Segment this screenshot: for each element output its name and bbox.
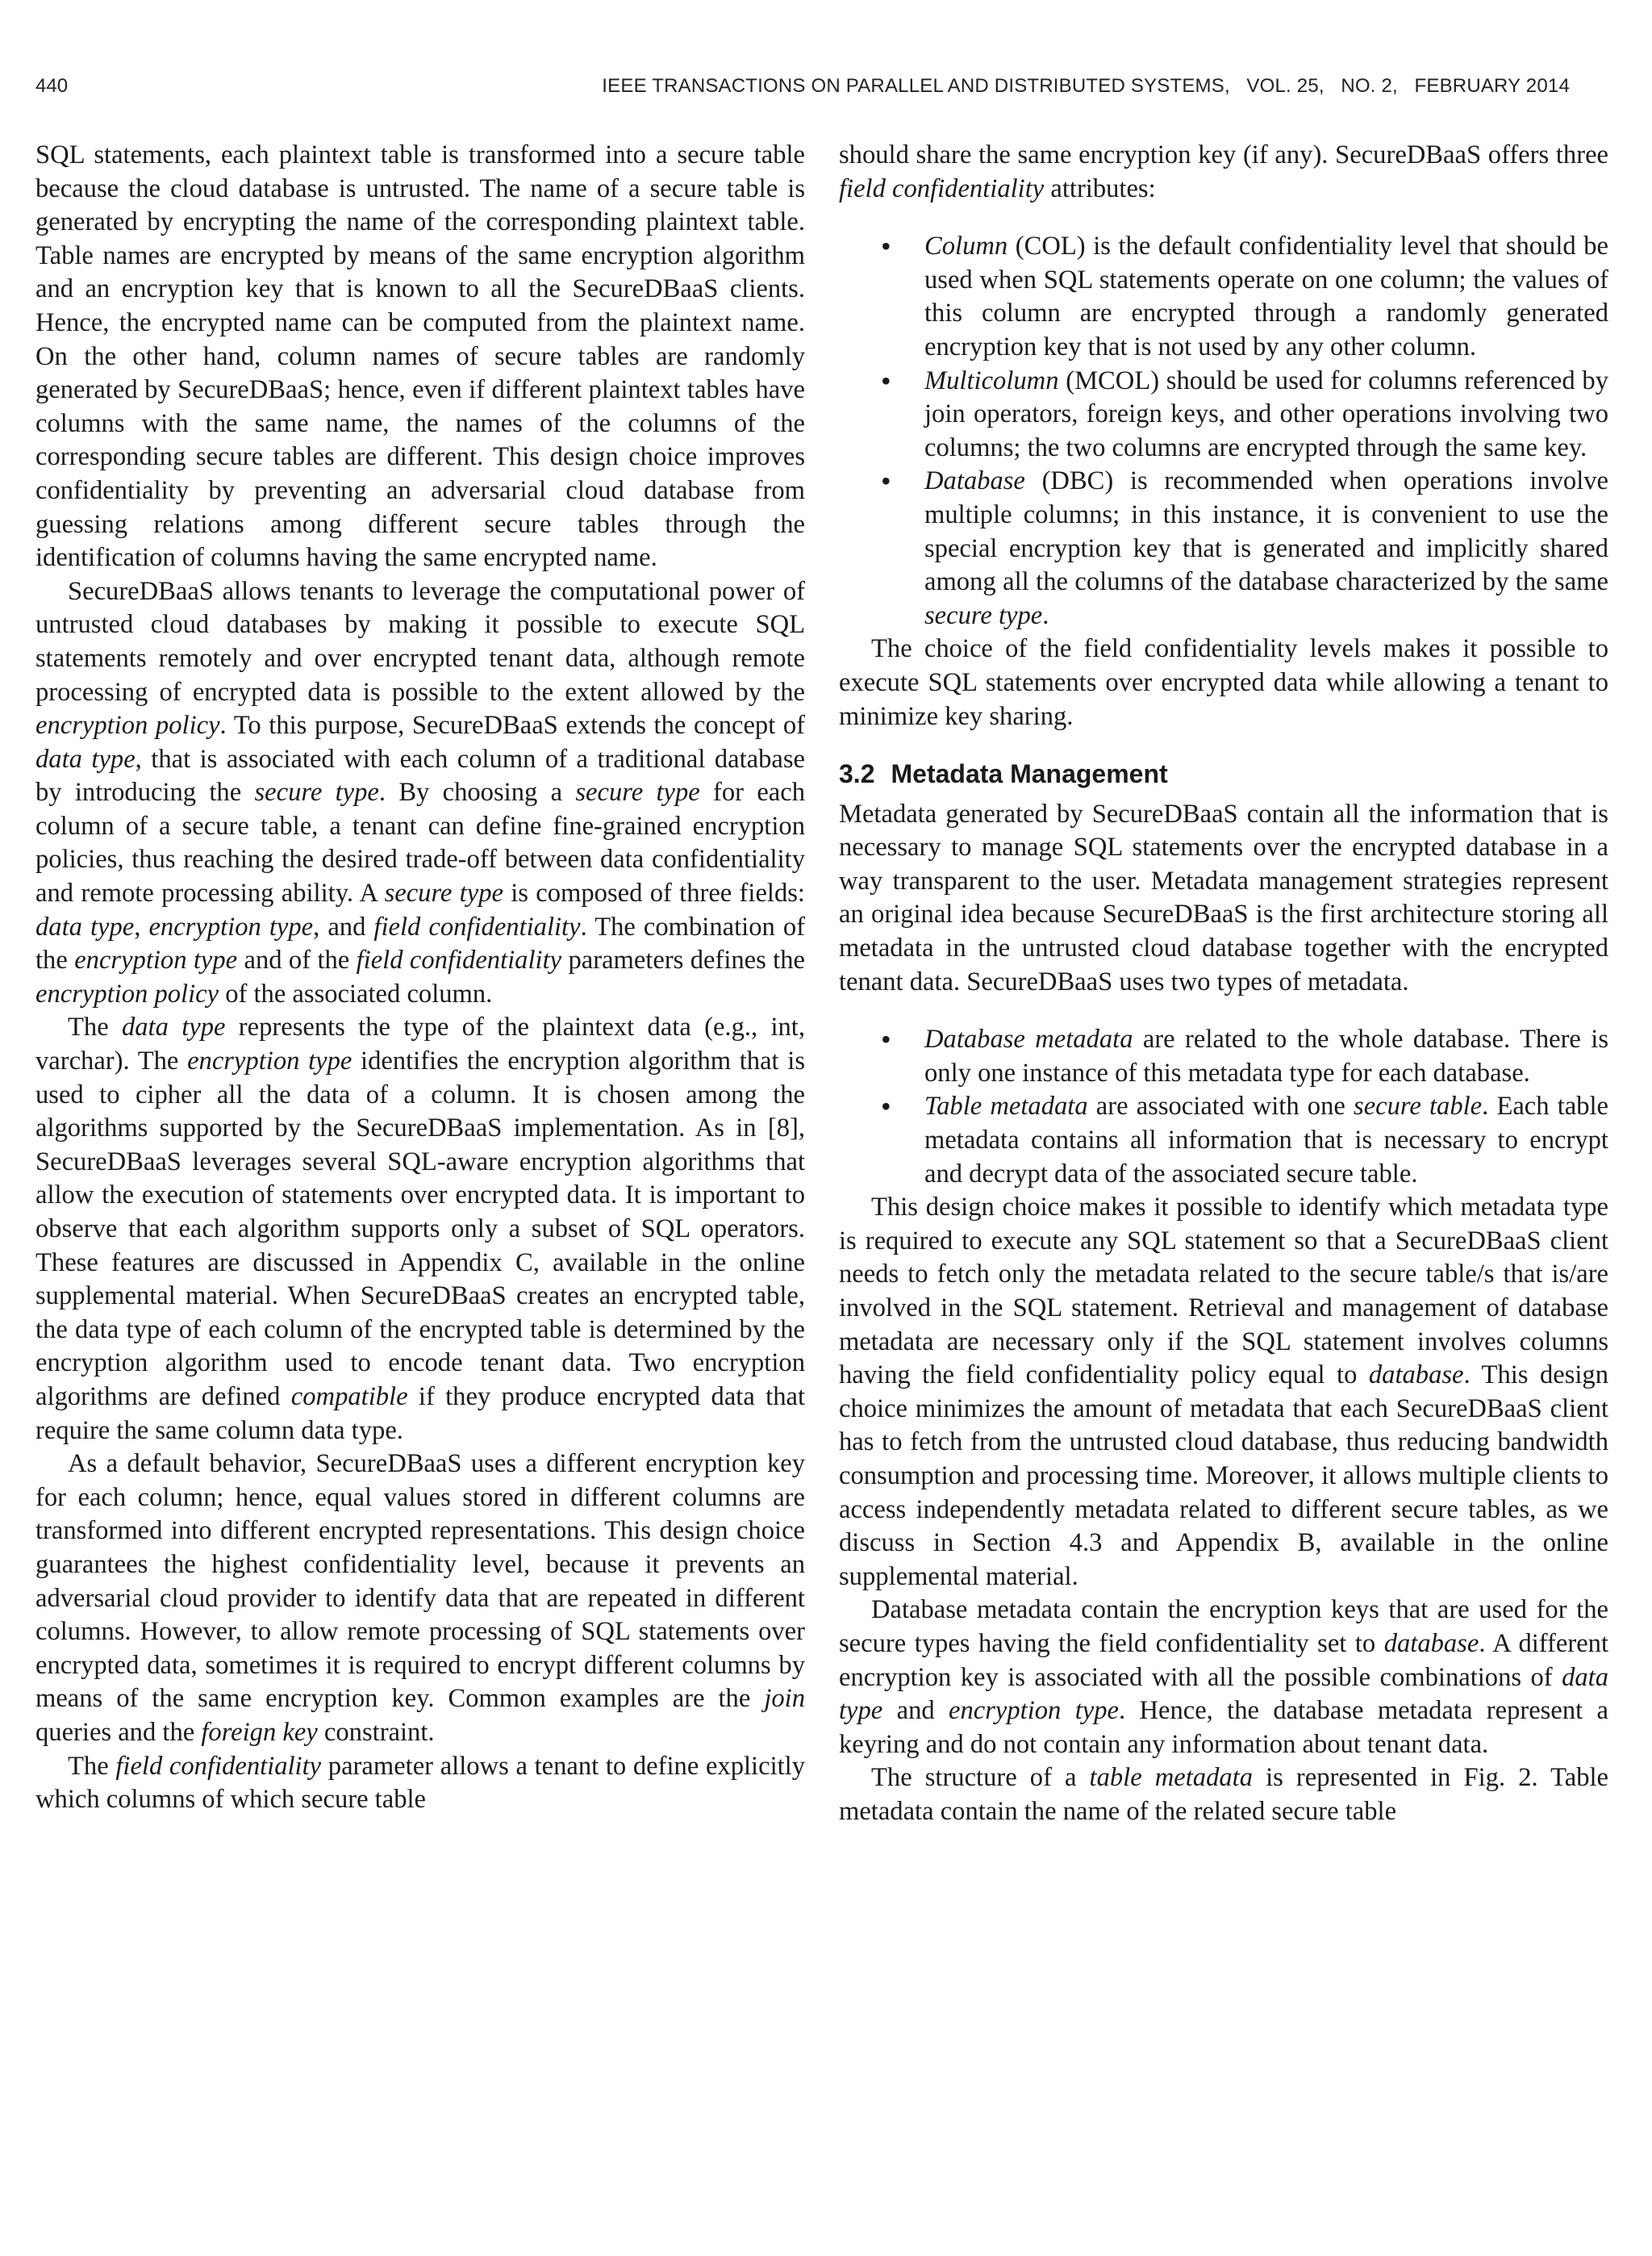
page-header (0, 75, 1652, 107)
metadata-types-list (839, 1023, 1608, 1191)
paragraph-right-5: Database metadata contain the encryption keys that are used for the secure types having the field confidentiality set to database. A different encryption key is associated with all the possible combinations of data type and encryption type. Hence, the database metadata represent a keyring and do not contain any information about tenant data. (839, 1595, 1609, 1759)
list-item: • Database (DBC) is recommended when operations involve multiple columns; in this instance, it is convenient to use the special encryption key that is generated and implicitly shared among all the columns of the database characterized by the same secure type. (839, 465, 1608, 633)
paragraph-left-3: The data type represents the type of the plaintext data (e.g., int, varchar). The encryption type identifies the encryption algorithm that is used to cipher all the data of a column. It is chosen among the algorithms supported by the SecureDBaaS implementation. As in [8], SecureDBaaS leverages several SQL-aware encryption algorithms that allow the execution of statements over encrypted data. It is important to observe that each algorithm supports only a subset of SQL operators. These features are discussed in Appendix C, available in the online supplemental material. When SecureDBaaS creates an encrypted table, the data type of each column of the encrypted table is determined by the encryption algorithm used to encode tenant data. Two encryption algorithms are defined compatible if they produce encrypted data that require the same column data type. (35, 1013, 806, 1445)
list-item: • Multicolumn (MCOL) should be used for columns referenced by join operators, foreign keys, and other operations involving two columns; the two columns are encrypted through the same key. (839, 365, 1608, 466)
paragraph-right-1: should share the same encryption key (if any). SecureDBaaS offers three field confidentiality attributes: (839, 140, 1608, 203)
list-item: • Column (COL) is the default confidentiality level that should be used when SQL statements operate on one column; the values of this column are encrypted through a randomly generated encryption key that is not used by any other column. (839, 230, 1608, 364)
left-column (35, 139, 805, 1817)
section-title: Metadata Management (891, 759, 1168, 789)
running-head: IEEE TRANSACTIONS ON PARALLEL AND DISTRIBUTED SYSTEMS, VOL. 25, NO. 2, FEBRUARY 2014 (602, 75, 1570, 97)
paragraph-left-4: As a default behavior, SecureDBaaS uses a different encryption key for each column; hence, equal values stored in different columns are transformed into different encrypted representations. This design choice guarantees the highest confidentiality level, because it prevents an adversarial cloud provider to identify data that are repeated in different columns. However, to allow remote processing of SQL statements over encrypted data, sometimes it is required to encrypt different columns by means of the same encryption key. Common examples are the join queries and the foreign key constraint. (35, 1449, 805, 1747)
paragraph-left-5: The field confidentiality parameter allows a tenant to define explicitly which columns of which secure table (35, 1751, 806, 1815)
right-column (839, 139, 1608, 1829)
paragraph-right-3: Metadata generated by SecureDBaaS contain all the information that is necessary to manage SQL statements over the encrypted database in a way transparent to the user. Metadata management strategies represent an original idea because SecureDBaaS is the first architecture storing all metadata in the untrusted cloud database together with the encrypted tenant data. SecureDBaaS uses two types of metadata. (839, 799, 1608, 996)
section-heading (839, 758, 1608, 792)
paragraph-right-4: This design choice makes it possible to identify which metadata type is required to execute any SQL statement so that a SecureDBaaS client needs to fetch only the metadata related to the secure table/s that is/are involved in the SQL statement. Retrieval and management of database metadata are necessary only if the SQL statement involves columns having the field confidentiality policy equal to database. This design choice minimizes the amount of metadata that each SecureDBaaS client has to fetch from the untrusted cloud database, thus reducing bandwidth consumption and processing time. Moreover, it allows multiple clients to access independently metadata related to different secure tables, as we discuss in Section 4.3 and Appendix B, available in the online supplemental material. (839, 1193, 1608, 1591)
list-item: • Table metadata are associated with one secure table. Each table metadata contains all information that is necessary to encrypt and decrypt data of the associated secure table. (839, 1090, 1608, 1191)
paragraph-right-2: The choice of the field confidentiality levels makes it possible to execute SQL statements over encrypted data while allowing a tenant to minimize key sharing. (839, 634, 1608, 731)
page-number: 440 (35, 75, 69, 97)
confidentiality-list (839, 230, 1608, 633)
paragraph-left-2: SecureDBaaS allows tenants to leverage the computational power of untrusted cloud databases by making it possible to execute SQL statements remotely and over encrypted tenant data, although remote processing of encrypted data is possible to the extent allowed by the encryption policy. To this purpose, SecureDBaaS extends the concept of data type, that is associated with each column of a traditional database by introducing the secure type. By choosing a secure type for each column of a secure table, a tenant can define fine-grained encryption policies, thus reaching the desired trade-off between data confidentiality and remote processing ability. A secure type is composed of three fields: data type, encryption type, and field confidentiality. The combination of the encryption type and of the field confidentiality parameters defines the encryption policy of the associated column. (35, 576, 806, 1009)
paragraph-right-6: The structure of a table metadata is represented in Fig. 2. Table metadata contain the name of the related secure table (839, 1763, 1608, 1826)
section-number: 3.2 (839, 759, 875, 789)
paragraph-left-1: SQL statements, each plaintext table is transformed into a secure table because the cloud database is untrusted. The name of a secure table is generated by encrypting the name of the corresponding plaintext table. Table names are encrypted by means of the same encryption algorithm and an encryption key that is known to all the SecureDBaaS clients. Hence, the encrypted name can be computed from the plaintext name. On the other hand, column names of secure tables are randomly generated by SecureDBaaS; hence, even if different plaintext tables have columns with the same name, the names of the columns of the corresponding secure tables are different. This design choice improves confidentiality by preventing an adversarial cloud database from guessing relations among different secure tables through the identification of columns having the same encrypted name. (35, 140, 805, 573)
list-item: • Database metadata are related to the whole database. There is only one instance of this metadata type for each database. (839, 1023, 1608, 1090)
